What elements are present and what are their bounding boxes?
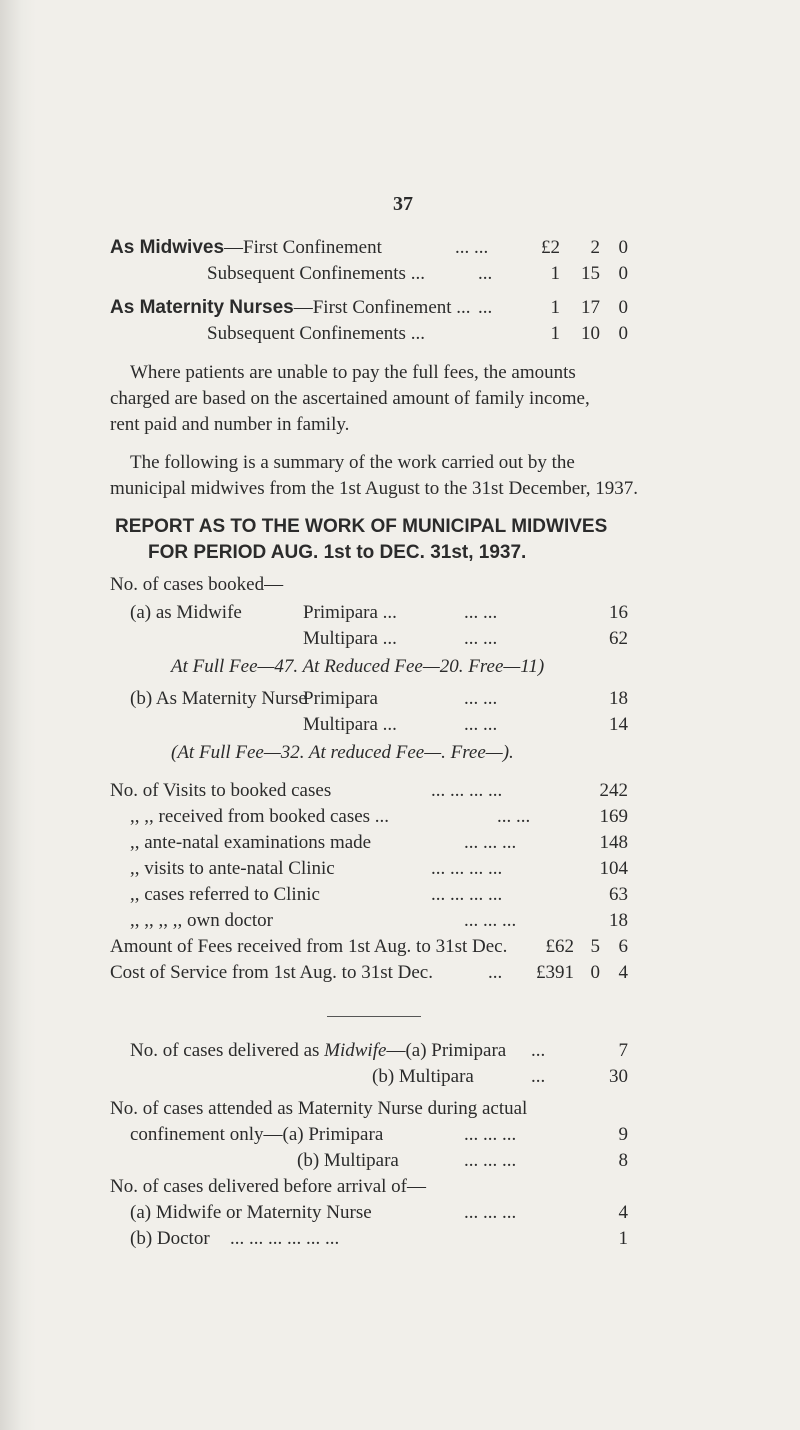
visits-dots: ... ... ... [464, 832, 517, 853]
fee-pence: 0 [618, 263, 628, 284]
fee-pence: 0 [618, 237, 628, 258]
booked-a-multipara: Multipara ... [303, 628, 397, 649]
visits-value: 18 [609, 910, 628, 931]
before-arrival-a: (a) Midwife or Maternity Nurse [130, 1202, 372, 1223]
visits-dots: ... ... ... ... [431, 858, 503, 879]
booked-dots: ... ... [464, 602, 498, 623]
booked-heading: No. of cases booked— [110, 574, 284, 595]
paragraph-line: The following is a summary of the work carried out by the [130, 452, 575, 473]
delivered-b: (b) Multipara [372, 1066, 474, 1087]
report-subtitle: FOR PERIOD AUG. 1st to DEC. 31st, 1937. [148, 542, 527, 563]
before-arrival-b: (b) Doctor [130, 1228, 210, 1249]
fee-desc: Subsequent Confinements ... [207, 263, 425, 284]
fee-shillings: 15 [581, 263, 600, 284]
fee-dots: ... [478, 263, 493, 284]
section-divider [327, 1016, 421, 1017]
fee-desc: Subsequent Confinements ... [207, 323, 425, 344]
booked-b-primipara-value: 18 [609, 688, 628, 709]
fee-row [110, 237, 382, 259]
delivered-dots: ... [531, 1066, 546, 1087]
amount-fees-pounds: £62 [545, 936, 574, 957]
booked-b-multipara: Multipara ... [303, 714, 397, 735]
delivered-a-value: 7 [618, 1040, 628, 1061]
booked-a-fees: At Full Fee—47. At Reduced Fee—20. Free—11) [171, 656, 545, 677]
booked-dots: ... ... [464, 714, 498, 735]
before-arrival-heading: No. of cases delivered before arrival of— [110, 1176, 426, 1197]
attended-a: confinement only—(a) Primipara [130, 1124, 384, 1145]
delivered-b-value: 30 [609, 1066, 628, 1087]
cost-service-pounds: £391 [536, 962, 574, 983]
page-edge-shadow [0, 0, 36, 1430]
amount-fees-shillings: 5 [590, 936, 600, 957]
cost-service-label: Cost of Service from 1st Aug. to 31st Dec. [110, 962, 433, 983]
booked-a-primipara: Primipara ... [303, 602, 397, 623]
fee-desc: —First Confinement [224, 237, 382, 258]
visits-dots: ... ... ... ... [431, 884, 503, 905]
visits-value: 242 [599, 780, 628, 801]
page-number: 37 [393, 193, 413, 215]
booked-b-primipara: Primipara [303, 688, 378, 709]
fee-pence: 0 [618, 323, 628, 344]
cost-service-pence: 4 [618, 962, 628, 983]
fee-dots: ... [478, 297, 493, 318]
paragraph-line: Where patients are unable to pay the full fees, the amounts [130, 362, 576, 383]
visits-value: 104 [599, 858, 628, 879]
visits-dots: ... ... [497, 806, 531, 827]
fee-shillings: 10 [581, 323, 600, 344]
attended-a-value: 9 [618, 1124, 628, 1145]
before-arrival-dots: ... ... ... ... ... ... [230, 1228, 340, 1249]
cost-service-dots: ... [488, 962, 503, 983]
visits-dots: ... ... ... ... [431, 780, 503, 801]
visits-value: 169 [599, 806, 628, 827]
delivered-midwife: Midwife [324, 1040, 387, 1061]
visits-label: ,, cases referred to Clinic [130, 884, 320, 905]
fee-desc: —First Confinement ... [293, 297, 471, 318]
visits-label: ,, visits to ante-natal Clinic [130, 858, 335, 879]
paragraph-line: rent paid and number in family. [110, 414, 350, 435]
amount-fees-label: Amount of Fees received from 1st Aug. to 31st Dec. [110, 936, 508, 957]
visits-dots: ... ... ... [464, 910, 517, 931]
fee-pounds: £2 [541, 237, 560, 258]
cost-service-shillings: 0 [590, 962, 600, 983]
report-title: REPORT AS TO THE WORK OF MUNICIPAL MIDWIVES [115, 516, 608, 537]
amount-fees-pence: 6 [618, 936, 628, 957]
visits-label: No. of Visits to booked cases [110, 780, 332, 801]
attended-dots: ... ... ... [464, 1150, 517, 1171]
fee-dots: ... ... [455, 237, 489, 258]
booked-b-fees: (At Full Fee—32. At reduced Fee—. Free—). [171, 742, 514, 763]
booked-dots: ... ... [464, 628, 498, 649]
before-arrival-b-value: 1 [618, 1228, 628, 1249]
paragraph-line: municipal midwives from the 1st August to the 31st December, 1937. [110, 478, 638, 499]
fee-shillings: 2 [590, 237, 600, 258]
attended-line: No. of cases attended as Maternity Nurse during actual [110, 1098, 528, 1119]
fee-pounds: 1 [550, 323, 560, 344]
before-arrival-a-value: 4 [618, 1202, 628, 1223]
fee-label: As Midwives [110, 237, 225, 258]
visits-label: ,, ante-natal examinations made [130, 832, 372, 853]
visits-value: 148 [599, 832, 628, 853]
fee-pounds: 1 [550, 297, 560, 318]
booked-b-multipara-value: 14 [609, 714, 628, 735]
booked-a-label: (a) as Midwife [130, 602, 242, 623]
delivered-label: No. of cases delivered as [130, 1040, 320, 1061]
fee-label: As Maternity Nurses [110, 297, 294, 318]
attended-b: (b) Multipara [297, 1150, 399, 1171]
booked-dots: ... ... [464, 688, 498, 709]
attended-dots: ... ... ... [464, 1124, 517, 1145]
visits-label: ,, ,, received from booked cases ... [130, 806, 390, 827]
booked-a-primipara-value: 16 [609, 602, 628, 623]
fee-shillings: 17 [581, 297, 600, 318]
booked-a-multipara-value: 62 [609, 628, 628, 649]
delivered-dots: ... [531, 1040, 546, 1061]
before-arrival-dots: ... ... ... [464, 1202, 517, 1223]
attended-b-value: 8 [618, 1150, 628, 1171]
fee-pounds: 1 [550, 263, 560, 284]
delivered-row [130, 1040, 506, 1062]
fee-pence: 0 [618, 297, 628, 318]
visits-label: ,, ,, ,, ,, own doctor [130, 910, 274, 931]
booked-b-label: (b) As Maternity Nurse [130, 688, 307, 709]
fee-row [110, 297, 471, 319]
visits-value: 63 [609, 884, 628, 905]
paragraph-line: charged are based on the ascertained amount of family income, [110, 388, 590, 409]
delivered-a: —(a) Primipara [386, 1040, 507, 1061]
